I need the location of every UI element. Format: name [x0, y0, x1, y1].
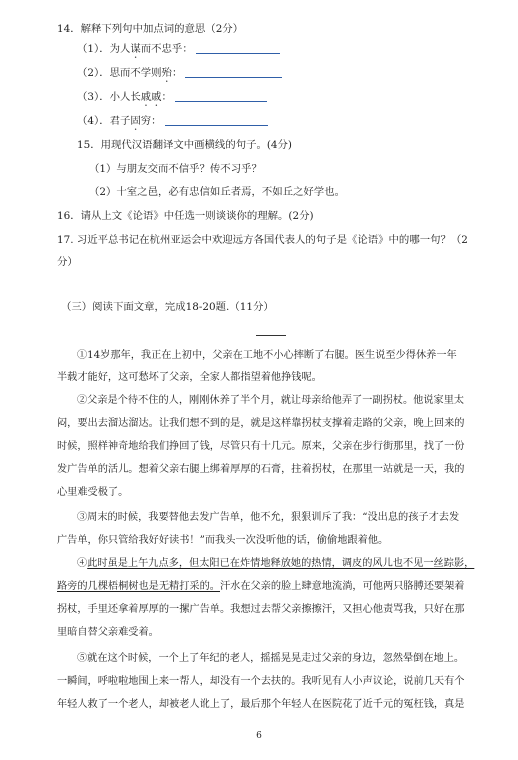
para2-line-5: 心里难受极了。: [57, 487, 129, 498]
q14-item-1-post: 而不忠乎：: [140, 43, 193, 55]
para5-line-3: 年轻人救了一个老人，却被老人讹上了，最后那个年轻人在医院花了近千元的冤枉钱，真是: [57, 699, 465, 710]
q14-item-3-dotted-word: 戚戚: [140, 91, 162, 103]
para4-number: ④: [77, 558, 88, 569]
para2-line-1: ②父亲是个待不住的人，刚刚休养了半个月，就让母亲给他弄了一副拐杖。他说家里太: [77, 395, 465, 406]
q14-item-4-dotted-word: 固: [130, 115, 141, 127]
q14-item-3-pre: （3）．小人长: [77, 91, 141, 103]
q14-item-4: [77, 114, 268, 133]
q15-sentence-2: （2）十室之邑，必有忠信如丘者焉，不如丘之好学也。: [89, 186, 345, 198]
q14-answer-blank-4[interactable]: [165, 115, 268, 126]
para2-line-3: 时候，照样神奇地给我们挣回了钱，尽管只有十几元。原来，父亲在步行街那里，找了一份: [57, 441, 465, 452]
para4-underlined-sentence-b: 路旁的几棵梧桐树也是无精打采的。: [57, 581, 220, 592]
q14-item-4-post: 穷：: [140, 115, 162, 127]
title-placeholder-line: [256, 335, 286, 336]
q15-sentence-1: （1）与朋友交而不信乎？传不习乎？: [89, 163, 262, 175]
q14-item-3: [77, 90, 267, 109]
para4-line-2: [57, 580, 465, 594]
para2-line-4: 发广告单的活儿。想着父亲右腿上绑着厚厚的石膏，拄着拐杖，在那里一站就是一天，我的: [57, 464, 465, 475]
para4-line-1: [77, 557, 474, 571]
q14-item-1: [77, 42, 280, 61]
para4-line-4: 里暗自替父亲难受着。: [57, 627, 159, 638]
para5-line-1: ⑤就在这个时候，一个上了年纪的老人，摇摇晃晃走过父亲的身边，忽然晕倒在地上。: [77, 653, 465, 664]
q14-item-4-pre: （4）．君子: [77, 115, 131, 127]
q15-title: 15．用现代汉语翻译文中画横线的句子。(4分): [77, 139, 292, 151]
q14-item-2-post: ：: [171, 67, 183, 79]
para4-underlined-sentence-a: 此时虽是上午九点多，但太阳已在炸情地释放她的热情，调皮的风儿也不见一丝踪影，: [87, 558, 475, 569]
q14-title: 14．解释下列句中加点词的意思（2分）: [57, 23, 244, 35]
q14-answer-blank-1[interactable]: [196, 43, 280, 54]
para5-line-2: 一瞬间，呼啦啦地围上来一帮人，却没有一个去扶的。我听见有人小声议论，说前几天有个: [57, 676, 465, 687]
para4-line-2-rest: 汗水在父亲的脸上肆意地流淌，可他两只胳膊还要架着: [220, 581, 465, 592]
para3-line-1: ③周末的时候，我要替他去发广告单，他不允，狠狠训斥了我：“没出息的孩子才去发: [77, 512, 460, 523]
q14-item-3-post: ：: [161, 91, 172, 103]
reading-heading: （三）阅读下面文章，完成18-20题.（11分）: [61, 301, 274, 313]
page-number: 6: [256, 731, 262, 741]
para3-line-2: 广告单，你只管给我好好读书！”而我头一次没听他的话，偷偷地跟着他。: [57, 535, 389, 546]
q14-item-2-dotted-word: 殆: [161, 67, 172, 79]
q14-item-1-dotted-word: 谋: [130, 43, 141, 55]
para1-line-1: ①14岁那年，我正在上初中，父亲在工地不小心摔断了右腿。医生说至少得休养一年: [77, 350, 457, 361]
q17-line-2: 分）: [57, 256, 78, 268]
para2-line-2: 闷，要出去溜达溜达。让我们想不到的是，就是这样靠拐杖支撑着走路的父亲，晚上回来的: [57, 418, 465, 429]
q14-item-2-pre: （2）．思而不学则: [77, 67, 162, 79]
para1-line-2: 半载才能好，这可愁坏了父亲，全家人都指望着他挣钱呢。: [57, 372, 322, 383]
q14-item-1-pre: （1）．为人: [77, 43, 131, 55]
q16-text: 16．请从上文《论语》中任选一则谈谈你的理解。(2分): [57, 210, 314, 222]
q14-answer-blank-2[interactable]: [185, 67, 282, 78]
q14-answer-blank-3[interactable]: [175, 91, 267, 102]
q17-line-1: 17. 习近平总书记在杭州亚运会中欢迎远方各国代表人的句子是《论语》中的哪一句？（2: [57, 234, 468, 246]
q14-item-2: [77, 66, 282, 85]
para4-line-3: 拐杖，手里还拿着厚厚的一摞广告单。我想过去帮父亲擦擦汗，又担心他责骂我，只好在那: [57, 604, 465, 615]
